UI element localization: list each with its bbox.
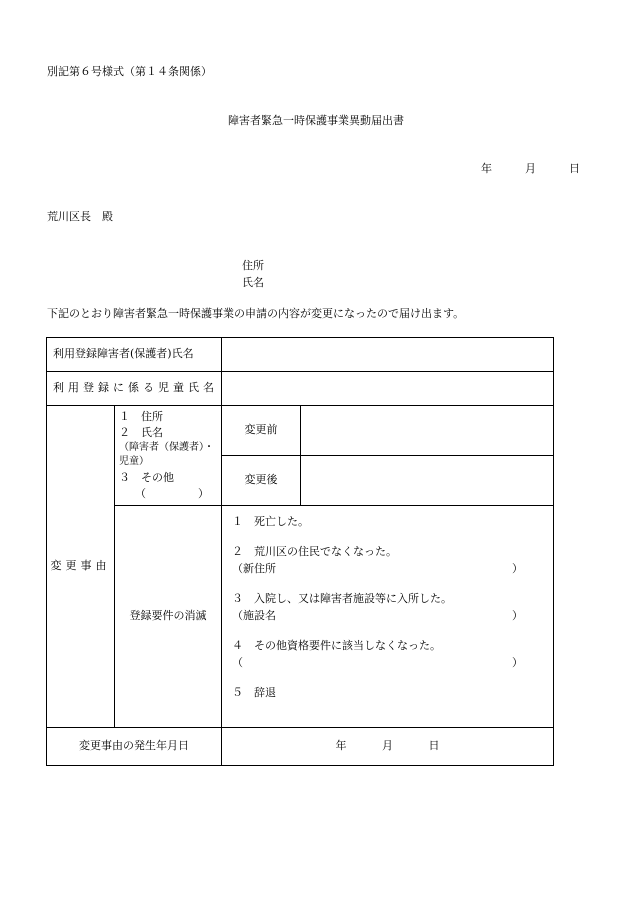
registered-person-name-cell[interactable]: [222, 338, 554, 372]
date-day-label: 日: [569, 162, 580, 175]
occurrence-date-label: 変更事由の発生年月日: [47, 727, 222, 765]
reason-admitted-facility: [232, 608, 545, 625]
option-address[interactable]: １ 住所: [119, 410, 163, 423]
facility-name-label: （施設名: [232, 608, 276, 622]
form-number: 別記第６号様式（第１４条関係）: [47, 65, 212, 78]
reason-other: [232, 638, 545, 671]
cancel-label: 登録要件の消滅: [115, 505, 222, 727]
change-reason-label: 変更事由: [47, 406, 115, 728]
applicant-name-label: 氏名: [242, 276, 264, 289]
child-name-cell[interactable]: [222, 372, 554, 406]
after-label: 変更後: [222, 455, 301, 505]
new-address-close: ）: [512, 561, 523, 575]
option-name-note-2: 児童）: [119, 456, 149, 468]
option-other[interactable]: ３ その他: [119, 470, 174, 484]
addressee: 荒川区長 殿: [47, 210, 113, 223]
before-value-cell[interactable]: [301, 406, 554, 456]
change-form-table: [46, 337, 554, 766]
option-other-close: ）: [198, 486, 209, 500]
date-month-label: 月: [525, 162, 536, 175]
child-name-label: 利用登録に係る児童氏名: [47, 372, 222, 406]
new-address-label: （新住所: [232, 561, 276, 575]
change-options-cell: [115, 406, 222, 506]
after-value-cell[interactable]: [301, 455, 554, 505]
reason-other-detail: [232, 655, 545, 672]
reason-moved: [232, 544, 545, 577]
occurrence-date-cell[interactable]: [222, 727, 554, 765]
facility-name-close: ）: [512, 608, 523, 622]
occurrence-year-label: 年: [335, 739, 347, 753]
occurrence-day-label: 日: [428, 739, 440, 753]
option-other-open: （: [135, 486, 146, 500]
row-registration-cancel: [47, 505, 554, 727]
registered-person-label: 利用登録障害者(保護者)氏名: [47, 338, 222, 372]
row-registered-person: [47, 338, 554, 372]
reason-other-text[interactable]: ４ その他資格要件に該当しなくなった。: [232, 639, 441, 653]
document-title: 障害者緊急一時保護事業異動届出書: [228, 114, 404, 127]
reason-admitted-text[interactable]: ３ 入院し、又は障害者施設等に入所した。: [232, 592, 452, 606]
row-child: [47, 372, 554, 406]
option-name[interactable]: ２ 氏名: [119, 425, 163, 439]
occurrence-month-label: 月: [382, 739, 393, 753]
before-label: 変更前: [222, 406, 301, 456]
row-occurrence-date: [47, 727, 554, 765]
option-name-note: （障害者（保護者）・: [119, 441, 214, 453]
other-detail-open: （: [232, 655, 243, 669]
reason-withdraw[interactable]: ５ 辞退: [232, 686, 276, 700]
other-detail-close: ）: [512, 655, 523, 669]
cancel-reasons-cell: [222, 505, 554, 727]
reason-moved-text[interactable]: ２ 荒川区の住民でなくなった。: [232, 545, 397, 559]
applicant-address-label: 住所: [242, 259, 264, 272]
reason-death[interactable]: １ 死亡した。: [232, 514, 309, 528]
reason-admitted: [232, 591, 545, 624]
date-year-label: 年: [481, 162, 492, 175]
row-change-before: [47, 406, 554, 456]
reason-moved-address: [232, 561, 545, 578]
option-other-bracket: [119, 486, 217, 502]
intro-text: 下記のとおり障害者緊急一時保護事業の申請の内容が変更になったので届け出ます。: [47, 307, 465, 320]
